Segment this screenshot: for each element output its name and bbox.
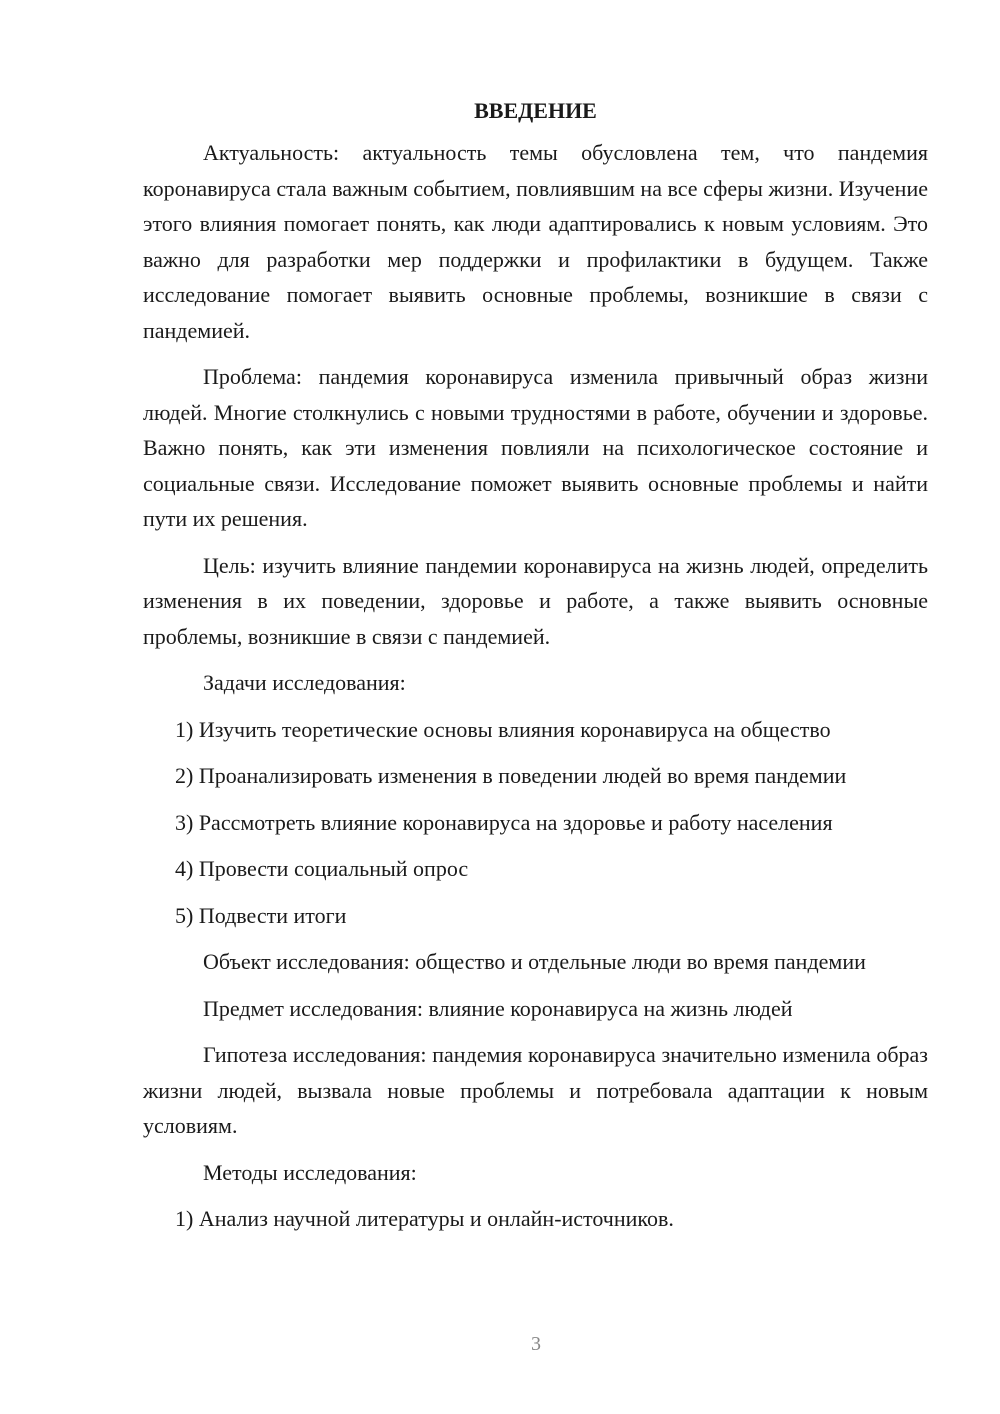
task-item-1: 1) Изучить теоретические основы влияния коронавируса на общество <box>175 716 831 742</box>
task-item-4: 4) Провести социальный опрос <box>175 856 469 881</box>
subject-paragraph: Предмет исследования: влияние коронавируса на жизнь людей <box>203 995 793 1021</box>
page-number: 3 <box>531 1333 541 1355</box>
task-item-5: 5) Подвести итоги <box>175 902 347 928</box>
relevance-paragraph: Актуальность: актуальность темы обусловлена тем, что пандемия коронавируса стала важным событием, повлиявшим на все сферы жизни. Изучение этого влияния помогает понять, как люди адаптировались к новым условиям. Это важно для разработки мер поддержки и профилактики в будущем. Также исследование помогает выявить основные проблемы, возникшие в связи с пандемией. <box>143 140 928 343</box>
page-content <box>143 96 928 1248</box>
methods-title: Методы исследования: <box>203 1159 417 1185</box>
method-item-1: 1) Анализ научной литературы и онлайн-источников. <box>175 1206 674 1231</box>
task-item-3: 3) Рассмотреть влияние коронавируса на здоровье и работу населения <box>175 809 833 835</box>
task-item-2: 2) Проанализировать изменения в поведении людей во время пандемии <box>175 763 847 788</box>
tasks-title: Задачи исследования: <box>203 670 406 695</box>
object-paragraph: Объект исследования: общество и отдельные люди во время пандемии <box>203 949 866 974</box>
hypothesis-paragraph: Гипотеза исследования: пандемия коронавируса значительно изменила образ жизни людей, вызвала новые проблемы и потребовала адаптации к новым условиям. <box>143 1042 928 1138</box>
goal-paragraph: Цель: изучить влияние пандемии коронавируса на жизнь людей, определить изменения в их поведении, здоровье и работе, а также выявить основные проблемы, возникшие в связи с пандемией. <box>143 552 928 649</box>
problem-paragraph: Проблема: пандемия коронавируса изменила привычный образ жизни людей. Многие столкнулись с новыми трудностями в работе, обучении и здоровье. Важно понять, как эти изменения повлияли на психологическое состояние и социальные связи. Исследование поможет выявить основные проблемы и найти пути их решения. <box>143 364 928 531</box>
section-heading: ВВЕДЕНИЕ <box>474 98 597 123</box>
